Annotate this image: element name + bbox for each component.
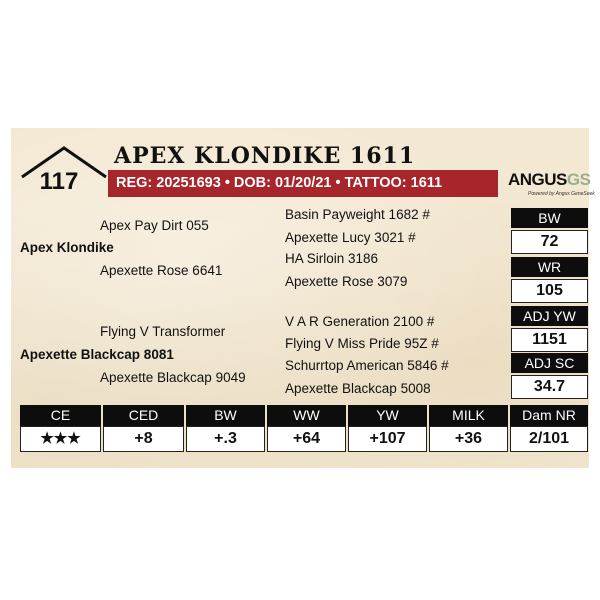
logo-accent-text: GS [566, 170, 591, 189]
dam-dam-sire: Schurrtop American 5846 # [285, 358, 449, 373]
dam-sire: Flying V Transformer [100, 324, 226, 339]
stat-value-bw: 72 [511, 230, 588, 254]
sire-dam: Apexette Rose 6641 [100, 263, 223, 278]
epd-value-yw: +107 [348, 426, 427, 452]
dam-dam-dam: Apexette Blackcap 5008 [285, 381, 431, 396]
sire-dam-dam: Apexette Rose 3079 [285, 274, 408, 289]
epd-header-dam-nr: Dam NR [510, 405, 588, 426]
epd-value-ww: +64 [267, 426, 346, 452]
dam-sire-dam: Flying V Miss Pride 95Z # [285, 336, 439, 351]
epd-value-bw: +.3 [186, 426, 265, 452]
epd-header-bw: BW [186, 405, 265, 426]
logo-tagline: Powered by Angus GeneSeek [528, 191, 595, 197]
angus-gs-logo [508, 170, 595, 204]
stat-label-adj-yw: ADJ YW [511, 306, 588, 326]
epd-header-yw: YW [348, 405, 427, 426]
epd-value-milk: +36 [429, 426, 508, 452]
sire: Apex Klondike [20, 240, 114, 255]
epd-header-ce: CE [20, 405, 101, 426]
sire-sire: Apex Pay Dirt 055 [100, 218, 209, 233]
stat-value-wr: 105 [511, 279, 588, 303]
dam-sire-sire: V A R Generation 2100 # [285, 314, 435, 329]
epd-value-ce: ★★★ [20, 426, 101, 452]
stat-value-adj-yw: 1151 [511, 328, 588, 352]
sire-sire-dam: Apexette Lucy 3021 # [285, 230, 416, 245]
epd-value-dam-nr: 2/101 [510, 426, 588, 452]
stat-label-bw: BW [511, 208, 588, 228]
epd-value-ced: +8 [103, 426, 184, 452]
registration-bar: REG: 20251693 • DOB: 01/20/21 • TATTOO: 1611 [108, 170, 498, 197]
epd-header-milk: MILK [429, 405, 508, 426]
sire-dam-sire: HA Sirloin 3186 [285, 251, 379, 266]
stat-value-adj-sc: 34.7 [511, 375, 588, 399]
dam: Apexette Blackcap 8081 [20, 347, 174, 362]
animal-name: APEX KLONDIKE 1611 [114, 143, 416, 169]
lot-number: 117 [39, 168, 79, 195]
dam-dam: Apexette Blackcap 9049 [100, 370, 246, 385]
stat-label-wr: WR [511, 257, 588, 277]
logo-text: ANGUS [508, 170, 567, 189]
epd-header-ww: WW [267, 405, 346, 426]
epd-header-ced: CED [103, 405, 184, 426]
sire-sire-sire: Basin Payweight 1682 # [285, 207, 430, 222]
stat-label-adj-sc: ADJ SC [511, 353, 588, 373]
